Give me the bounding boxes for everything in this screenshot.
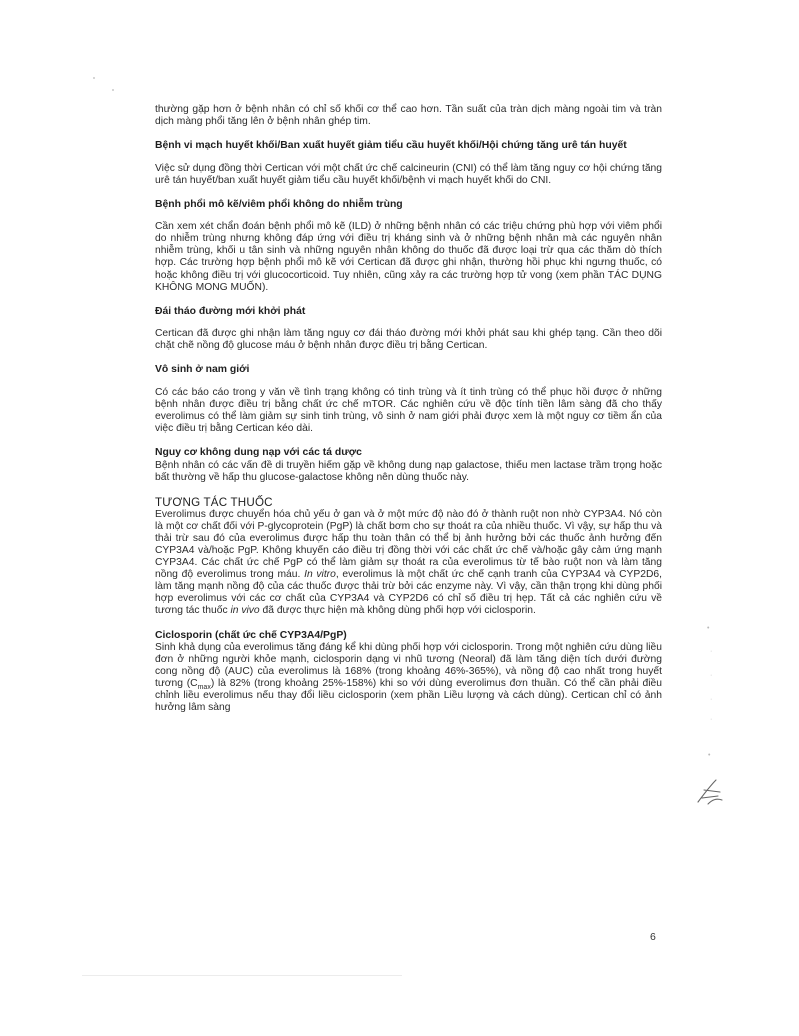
paragraph-male-infertility: Có các báo cáo trong y văn về tình trạng không có tinh trùng và ít tinh trùng có thể phục hồi được ở những bệnh nhân được điều trị bằng chất ức chế mTOR. Các nghiên cứu về độc tính tiền lâm sàng đã cho thấy everolimus có thể làm giảm sự sinh tinh trùng, vô sinh ở nam giới phải được xem là một nguy cơ tiềm ẩn của việc điều trị bằng Certican kéo dài. [155,386,662,435]
in-vivo-text: in vivo [230,605,260,617]
document-body [155,104,662,715]
margin-mark: · [710,716,713,723]
heading-male-infertility: Vô sinh ở nam giới [155,364,250,376]
footer-rule [82,975,402,976]
paragraph-excipient-intolerance: Bệnh nhân có các vấn đề di truyền hiếm gặp về không dung nạp galactose, thiếu men lactase trầm trọng hoặc bất thường về hấp thu glucose-galactose không nên dùng thuốc này. [155,459,662,483]
interactions-text-1: Everolimus được chuyển hóa chủ yếu ở gan và ở một mức độ nào đó ở thành ruột non nhờ CYP3A4. Nó còn là một cơ chất đối với P-glycoprotein (PgP) là chất bơm cho sự thoát ra của nhiều thuốc. Vì vậy, sự hấp thu và thải trừ sau đó của everolimus được hấp thu toàn thân có thể bị ảnh hưởng bởi các thuốc ảnh hưởng đến CYP3A4 và/hoặc PgP. Không khuyến cáo điều trị đồng thời với các chất ức chế và/hoặc gây cảm ứng mạnh CYP3A4. Các chất ức chế PgP có thể làm giảm sự thoát ra của everolimus từ tế bào ruột non và làm tăng nồng độ everolimus trong máu. [155,508,662,581]
paragraph-drug-interactions [155,509,662,618]
scan-speck [93,77,95,79]
cmax-subscript: max [197,684,211,692]
in-vitro-text: In vitro [304,569,336,581]
paragraph-interstitial-lung-disease: Cần xem xét chẩn đoán bệnh phổi mô kẽ (ILD) ở những bệnh nhân có các triệu chứng phù hợp với viêm phổi do nhiễm trùng nhưng không đáp ứng với điều trị kháng sinh và ở những bệnh nhân mà các nguyên nhân nhiễm trùng, khối u tân sinh và những nguyên nhân không do thuốc đã được loại trừ qua các thăm dò thích hợp. Các trường hợp bệnh phổi mô kẽ với Certican đã được ghi nhận, thường hồi phục khi ngưng thuốc, có hoặc không điều trị với glucocorticoid. Tuy nhiên, cũng xảy ra các trường hợp tử vong (xem phần TÁC DỤNG KHÔNG MONG MUỐN). [155,221,662,293]
paragraph-ciclosporin [155,642,662,715]
handwritten-initial-signature [690,772,730,812]
heading-thrombotic-microangiopathy: Bệnh vi mạch huyết khối/Ban xuất huyết giảm tiểu cầu huyết khối/Hội chứng tăng urê tán huyết [155,140,627,152]
paragraph-new-onset-diabetes: Certican đã được ghi nhận làm tăng nguy cơ đái tháo đường mới khởi phát sau khi ghép tạng. Cần theo dõi chặt chẽ nồng độ glucose máu ở bệnh nhân được điều trị bằng Certican. [155,328,662,352]
scan-speck [112,89,114,91]
margin-mark: · [710,648,713,655]
heading-interstitial-lung-disease: Bệnh phổi mô kẽ/viêm phổi không do nhiễm trùng [155,198,403,210]
heading-new-onset-diabetes: Đái tháo đường mới khởi phát [155,305,306,317]
margin-mark: • [708,752,711,759]
interactions-text-2: , everolimus là một chất ức chế cạnh tranh của CYP3A4 và CYP2D6, làm tăng mạnh nồng độ của các thuốc được thải trừ bởi các enzyme này. Vì vậy, cần thận trọng khi dùng phối hợp everolimus với các cơ chất của CYP3A4 và CYP2D6 có chỉ số điều trị hẹp. Tất cả các nghiên cứu về tương tác thuốc [155,569,663,617]
margin-mark: · [710,672,713,679]
interactions-text-3: đã được thực hiện mà không dùng phối hợp với ciclosporin. [259,605,536,617]
paragraph-thrombotic-microangiopathy: Việc sử dụng đồng thời Certican với một chất ức chế calcineurin (CNI) có thể làm tăng nguy cơ hội chứng tăng urê tán huyết/ban xuất huyết giảm tiểu cầu huyết khối/bệnh vi mạch huyết khối do CNI. [155,162,662,186]
margin-mark: • [707,625,710,632]
ciclosporin-text-1: Sinh khả dụng của everolimus tăng đáng kể khi dùng phối hợp với ciclosporin. Trong một nghiên cứu dùng liều đơn ở những người khỏe mạnh, ciclosporin dạng vi nhũ tương (Neoral) đã làm tăng diện tích dưới đường cong nồng độ (AUC) của everolimus là 168% (trong khoảng 46%-365%), và nồng độ cao nhất trong huyết tương (C [155,641,662,690]
margin-mark: · [710,696,713,703]
heading-excipient-intolerance: Nguy cơ không dung nạp với các tá dược [155,447,362,459]
heading-drug-interactions: TƯƠNG TÁC THUỐC [155,495,273,509]
heading-ciclosporin: Ciclosporin (chất ức chế CYP3A4/PgP) [155,629,347,641]
ciclosporin-text-2: ) là 82% (trong khoảng 25%-158%) khi so với dùng everolimus đơn thuần. Có thể cần phải điều chỉnh liều everolimus nếu thay đổi liều ciclosporin (xem phần Liều lượng và cách dùng). Certican chỉ có ảnh hưởng lâm sàng [155,678,663,714]
page-number: 6 [650,931,656,943]
intro-paragraph: thường gặp hơn ở bệnh nhân có chỉ số khối cơ thể cao hơn. Tần suất của tràn dịch màng ngoài tim và tràn dịch màng phổi tăng lên ở bệnh nhân ghép tim. [155,104,662,128]
